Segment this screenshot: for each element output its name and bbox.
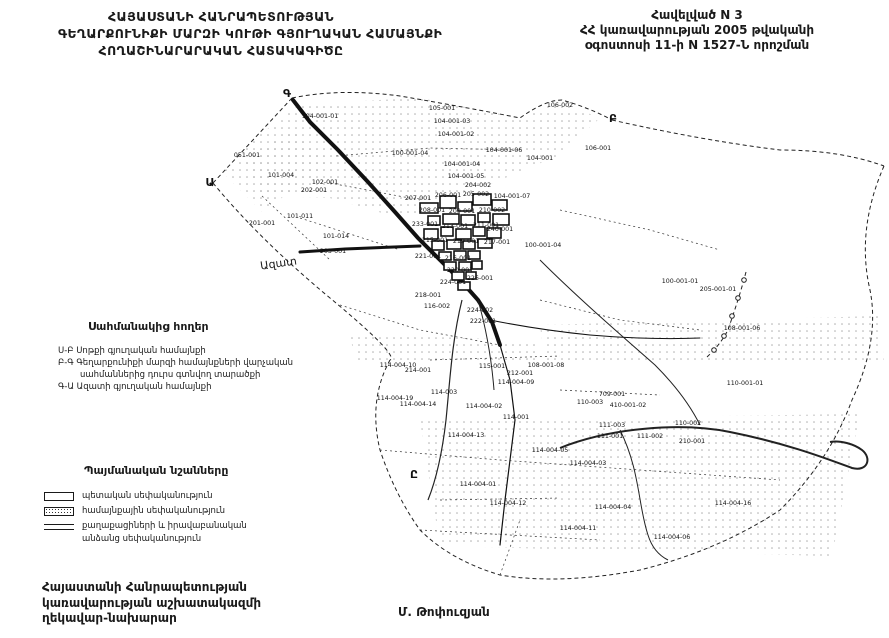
parcel-number-label: 233-001 bbox=[411, 221, 439, 228]
parcel-number-label: 226-001 bbox=[466, 275, 494, 282]
parcel-number-label: 114-004-11 bbox=[559, 525, 597, 532]
parcel-number-label: 101-014 bbox=[322, 233, 350, 240]
legend-label: համայնքային սեփականություն bbox=[82, 506, 226, 516]
legend-label: քաղաքացիների և իրավաբանական bbox=[82, 521, 247, 531]
parcel-number-label: 110-001-01 bbox=[726, 380, 764, 387]
parcel-number-label: 105-001 bbox=[428, 105, 456, 112]
parcel-number-label: 114-004-13 bbox=[447, 432, 485, 439]
parcel-number-label: 205-001-01 bbox=[699, 286, 737, 293]
community-ownership-symbol bbox=[44, 507, 74, 516]
adjacent-lands-item: սահմաններից դուրս գտնվող տարածքի bbox=[80, 370, 261, 380]
place-labels bbox=[259, 255, 297, 273]
parcel-number-label: 114-003 bbox=[430, 389, 458, 396]
symbols-legend bbox=[44, 464, 314, 545]
parcel-number-label: 104-001-07 bbox=[493, 193, 531, 200]
state-ownership-symbol bbox=[44, 492, 74, 501]
parcel-number-label: 210-002 bbox=[478, 207, 506, 214]
parcel-number-label: 212-001 bbox=[506, 370, 534, 377]
parcel-number-label: 205-002 bbox=[462, 191, 490, 198]
citizens-ownership-symbol bbox=[44, 524, 74, 530]
parcel-number-label: 116-002 bbox=[423, 303, 451, 310]
parcel-number-label: 104-001-02 bbox=[437, 131, 475, 138]
parcel-number-label: 114-004-09 bbox=[497, 379, 535, 386]
parcel-number-label: 211-001 bbox=[472, 222, 500, 229]
parcel-number-label: 110-002 bbox=[674, 420, 702, 427]
parcel-number-label: 106-002 bbox=[546, 102, 574, 109]
boundary-point-letter: Ա bbox=[205, 176, 215, 189]
parcel-number-label: 114-001 bbox=[502, 414, 530, 421]
parcel-number-label: 213-001 bbox=[441, 223, 469, 230]
legend-row-community bbox=[44, 506, 314, 517]
parcel-number-label: 224-002 bbox=[466, 307, 494, 314]
authority-line-3: ղեկավար-նախարար bbox=[42, 611, 177, 625]
parcel-number-label: 108-001-06 bbox=[723, 325, 761, 332]
parcel-number-label: 100-001-01 bbox=[661, 278, 699, 285]
parcel-number-label: 114-004-14 bbox=[399, 401, 437, 408]
parcel-number-label: 203-001 bbox=[319, 248, 347, 255]
title-line-1: ՀԱՅԱՍՏԱՆԻ ՀԱՆՐԱՊԵՏՈՒԹՅԱՆ bbox=[108, 9, 334, 24]
parcel-number-label: 114-004-05 bbox=[531, 447, 569, 454]
parcel-number-label: 110-003 bbox=[576, 399, 604, 406]
title-line-2: ԳԵՂԱՐՔՈՒՆԻՔԻ ՄԱՐԶԻ ԿՈՒԹԻ ԳՅՈՒՂԱԿԱՆ ՀԱՄԱՅՆՔԻ bbox=[58, 26, 443, 41]
parcel-number-label: 206-001 bbox=[434, 192, 462, 199]
parcel-number-label: 114-004-02 bbox=[465, 403, 503, 410]
parcel-number-label: 208-001 bbox=[418, 207, 446, 214]
parcel-number-label: 215-001 bbox=[421, 237, 449, 244]
parcel-number-label: 201-001 bbox=[248, 220, 276, 227]
title-line-3: ՀՈՂԱՇԻՆԱՐԱՐԱԿԱՆ ՀԱՏԱԿԱԳԻԾԸ bbox=[98, 43, 344, 58]
parcel-number-label: 207-001 bbox=[404, 195, 432, 202]
legend-row-citizens bbox=[44, 521, 314, 532]
parcel-number-label: 111-003 bbox=[598, 422, 626, 429]
parcel-number-label: 051-001 bbox=[233, 152, 261, 159]
place-name-label: Ազատ bbox=[259, 254, 298, 273]
authority-line-2: կառավարության աշխատակազմի bbox=[42, 595, 262, 610]
parcel-number-label: 101-004 bbox=[267, 172, 295, 179]
parcel-number-label: 114-004-12 bbox=[489, 500, 527, 507]
parcel-number-label: 100-001-04 bbox=[391, 150, 429, 157]
parcel-number-label: 111-002 bbox=[636, 433, 664, 440]
boundary-point-letter: Բ bbox=[608, 112, 618, 125]
parcel-number-label: 224-001 bbox=[439, 279, 467, 286]
parcel-number-label: 100-001-04 bbox=[524, 242, 562, 249]
legend-row-state bbox=[44, 491, 314, 502]
parcel-number-label: 115-001 bbox=[478, 363, 506, 370]
signing-authority bbox=[42, 580, 261, 627]
parcel-number-label: 111-001 bbox=[596, 433, 624, 440]
boundary-point-letter: Գ bbox=[282, 87, 292, 100]
parcel-number-label: 202-001 bbox=[300, 187, 328, 194]
adjacent-lands-item: Գ-Ա Ազատի գյուղական համայնքի bbox=[58, 382, 212, 392]
parcel-number-label: 104-001-01 bbox=[301, 113, 339, 120]
parcel-number-label: 114-004-19 bbox=[376, 395, 414, 402]
parcel-number-label: 101-011 bbox=[286, 213, 314, 220]
parcel-number-label: 114-004-10 bbox=[379, 362, 417, 369]
legend-label-continued: անձանց սեփականություն bbox=[82, 534, 202, 544]
signature-name: Մ. Թոփուզյան bbox=[398, 605, 490, 619]
adjacent-lands-title: Սահմանակից հողեր bbox=[88, 320, 209, 333]
parcel-number-label: 114-004-16 bbox=[714, 500, 752, 507]
parcel-number-label: 218-001 bbox=[414, 292, 442, 299]
parcel-number-label: 221-001 bbox=[414, 253, 442, 260]
adjacent-lands-item: Ս-Բ Սոթքի գյուղական համայնքի bbox=[58, 346, 206, 356]
annex-line-1: Հավելված N 3 bbox=[651, 8, 743, 22]
parcel-number-label: 240-001 bbox=[486, 226, 514, 233]
parcel-number-label: 102-001 bbox=[311, 179, 339, 186]
adjacent-lands-legend bbox=[58, 320, 338, 393]
parcel-number-label: 104-001-05 bbox=[447, 173, 485, 180]
parcel-number-label: 219-001 bbox=[452, 238, 480, 245]
parcel-number-label: 114-004-06 bbox=[653, 534, 691, 541]
parcel-number-label: 214-001 bbox=[404, 367, 432, 374]
parcel-number-label: 104-001-04 bbox=[443, 161, 481, 168]
map-title bbox=[58, 8, 443, 59]
parcel-number-label: 204-002 bbox=[464, 182, 492, 189]
parcel-number-label: 210-001 bbox=[678, 438, 706, 445]
parcel-number-label: 216-001 bbox=[444, 255, 472, 262]
annex-line-3: օգոստոսի 11-ի N 1527-Ն որոշման bbox=[584, 38, 810, 52]
parcel-number-label: 217-001 bbox=[483, 239, 511, 246]
parcel-number-label: 104-001-03 bbox=[433, 118, 471, 125]
annex-reference bbox=[532, 8, 862, 53]
boundary-point-letter: Ը bbox=[410, 468, 418, 481]
annex-line-2: ՀՀ կառավարության 2005 թվականի bbox=[579, 23, 815, 37]
parcel-number-label: 114-004-01 bbox=[459, 481, 497, 488]
parcel-number-label: 104-001-06 bbox=[485, 147, 523, 154]
parcel-number-label: 709-001 bbox=[598, 391, 626, 398]
parcel-number-label: 410-001-02 bbox=[609, 402, 647, 409]
parcel-number-label: 209-001 bbox=[448, 208, 476, 215]
parcel-number-label: 222-001 bbox=[469, 318, 497, 325]
parcel-number-label: 104-001 bbox=[526, 155, 554, 162]
parcel-number-label: 114-004-04 bbox=[594, 504, 632, 511]
parcel-number-label: 220-001 bbox=[446, 267, 474, 274]
legend-label: պետական սեփականություն bbox=[82, 491, 213, 501]
authority-line-1: Հայաստանի Հանրապետության bbox=[42, 580, 247, 594]
parcel-number-label: 108-001-08 bbox=[527, 362, 565, 369]
symbols-legend-title: Պայմանական նշանները bbox=[84, 464, 229, 477]
parcel-number-label: 114-004-03 bbox=[569, 460, 607, 467]
parcel-number-label: 106-001 bbox=[584, 145, 612, 152]
adjacent-lands-item: Բ-Գ Գեղարքունիքի մարզի համայնքների վարչական bbox=[58, 358, 294, 368]
